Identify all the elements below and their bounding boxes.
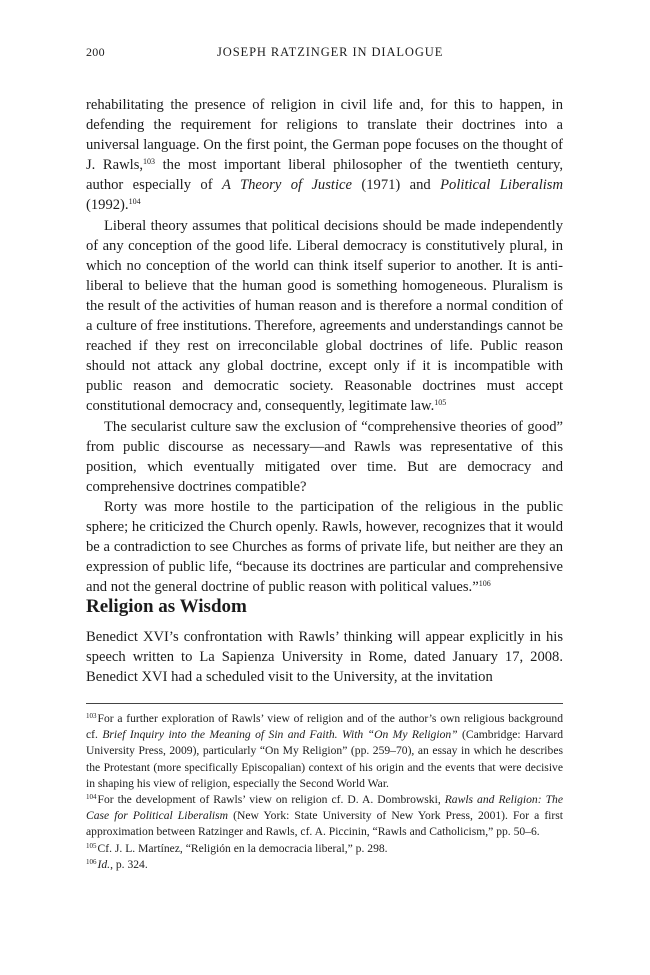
paragraph-5 <box>86 627 563 687</box>
footnote-105 <box>86 841 563 857</box>
book-title-political-liberalism: Political Liberalism <box>440 177 564 194</box>
text-run: the most important liberal philosopher of the twentieth century, author especially of <box>86 157 563 194</box>
running-header <box>86 45 563 63</box>
text-run: Cf. J. L. Martínez, “Religión en la democracia liberal,” p. 298. <box>97 841 388 855</box>
page-number: 200 <box>86 45 105 59</box>
section-body <box>86 627 563 687</box>
footnote-103 <box>86 711 563 792</box>
text-run: (New York: State University of New York Press, 2001). For a first approximation between Ratzinger and Rawls, cf. A. Piccinin, “Rawls and Catholicism,” pp. 50–6. <box>86 809 563 839</box>
footnote-ref-106[interactable]: 106 <box>478 579 491 589</box>
footnote-ref-104[interactable]: 104 <box>128 197 141 207</box>
book-title-theory-of-justice: A Theory of Justice <box>221 177 352 194</box>
paragraph-1 <box>86 95 563 216</box>
text-run: Benedict XVI’s confrontation with Rawls’ thinking will appear explicitly in his speech written to La Sapienza University in Rome, dated January 17, 2008. Benedict XVI had a scheduled visit to the University, at the invitation <box>86 629 563 686</box>
book-title: Brief Inquiry into the Meaning of Sin and Faith. With “On My Religion” <box>102 728 458 742</box>
footnote-104 <box>86 792 563 841</box>
text-run: For the development of Rawls’ view on religion cf. D. A. Dombrowski, <box>97 793 445 807</box>
text-run: The secularist culture saw the exclusion of “comprehensive theories of good” from public discourse as necessary—and Rawls was representative of this position, which eventually mitigated over time. But are democracy and comprehensive doctrines compatible? <box>86 418 563 495</box>
footnote-106 <box>86 857 563 873</box>
text-run: Liberal theory assumes that political decisions should be made independently of any conception of the good life. Liberal democracy is constitutively plural, in which no conception of the world can think itself superior to another. It is anti-liberal to believe that the human good is something homogeneous. Pluralism is the result of the activities of human reason and is therefore a normal condition of a culture of free institutions. Therefore, agreements and understandings cannot be reached if they rest on irreconcilable global doctrines of life. Public reason should not attack any global doctrine, except only if it is incompatible with public reason and democratic society. Reasonable doctrines must accept constitutional democracy and, consequently, legitimate law. <box>86 217 563 415</box>
running-title: JOSEPH RATZINGER IN DIALOGUE <box>217 45 444 59</box>
footnote-number: 105 <box>86 841 97 850</box>
footnote-ref-103[interactable]: 103 <box>143 157 156 167</box>
paragraph-3 <box>86 417 563 497</box>
text-run: , p. 324. <box>110 857 148 871</box>
text-run: rehabilitating the presence of religion in civil life and, for this to happen, in defending the requirement for religions to translate their doctrines into a universal language. On the first point, the German pope focuses on the thought of J. Rawls, <box>86 97 563 174</box>
book-title: Rawls and Religion: The Case for Political Liberalism <box>86 793 563 823</box>
footnote-number: 104 <box>86 793 97 802</box>
footnote-ref-105[interactable]: 105 <box>434 398 447 408</box>
footnotes <box>86 711 563 873</box>
paragraph-4 <box>86 497 563 597</box>
body-text <box>86 95 563 597</box>
text-run: (Cambridge: Harvard University Press, 2009), particularly “On My Religion” (pp. 259–70), an essay in which he describes the Protestant (more specifically Episcopalian) context of his origin and the events that were decisive in shaping his view of religion, especially the Second World War. <box>86 728 564 790</box>
footnote-number: 106 <box>86 857 97 866</box>
ibid-abbreviation: Id. <box>97 857 111 871</box>
footnote-divider <box>86 703 563 704</box>
text-run: (1992). <box>86 197 129 214</box>
text-run: For a further exploration of Rawls’ view of religion and of the author’s own religious background cf. <box>86 712 563 742</box>
footnote-number: 103 <box>86 712 97 720</box>
text-run: (1971) and <box>351 177 441 194</box>
text-run: Rorty was more hostile to the participation of the religious in the public sphere; he criticized the Church openly. Rawls, however, recognizes that it would be a contradiction to see Churches as forms of private life, but neither are they an expression of public life, “because its doctrines are particular and comprehensive and not the general doctrine of public reason with political values.” <box>86 498 563 596</box>
paragraph-2 <box>86 216 563 417</box>
section-heading: Religion as Wisdom <box>86 596 247 617</box>
